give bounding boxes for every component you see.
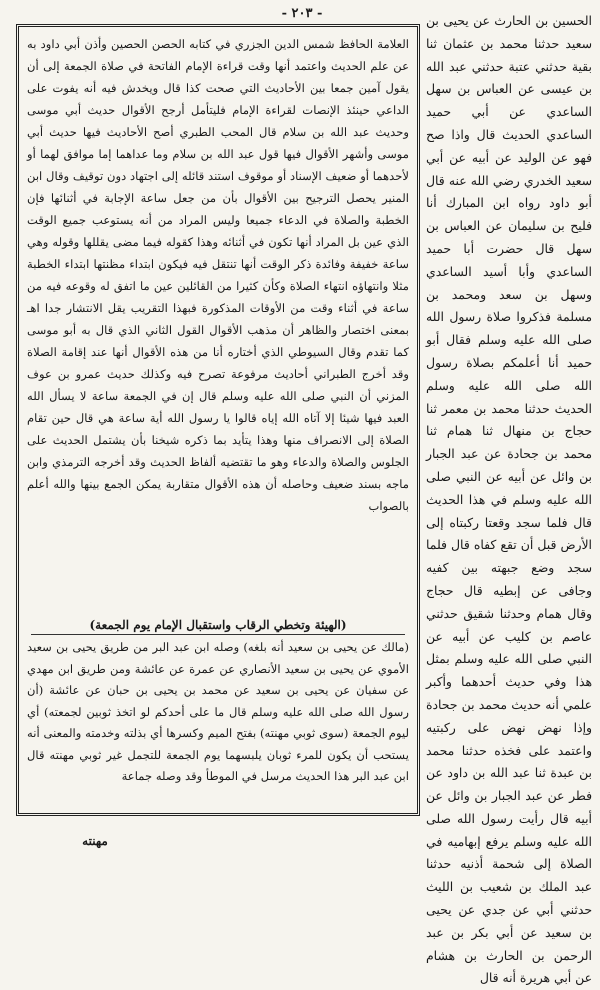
- margin-text: الحسين بن الحارث عن يحيى بن سعيد حدثنا محمد بن عثمان ثنا بقية حدثني عتبة حدثني عبد الله بن عيسى عن العباس بن سهل الساعدي عن أبي حميد الساعدي الحديث قال واذا صح فهو عن الوليد عن أبيه عن أبي سعيد الخدري رضي الله عنه قال أبو داود رواه ابن المبارك أنا فليح بن سليمان عن العباس بن سهل قال حضرت أبا حميد الساعدي وأبا أسيد الساعدي وسهل بن سعد ومحمد بن مسلمة فذكروا صلاة رسول الله صلى الله عليه وسلم فقال أبو حميد أنا أعلمكم بصلاة رسول الله صلى الله عليه وسلم الحديث حدثنا محمد بن معمر ثنا حجاج بن منهال ثنا همام ثنا محمد بن جحادة عن عبد الجبار بن وائل عن أبيه عن النبي صلى الله عليه وسلم في هذا الحديث قال فلما سجد وقعتا ركبتاه إلى الأرض قبل أن تقع كفاه قال فلما سجد وضع جبهته بين كفيه وجافى عن إبطيه قال حجاج وقال همام وحدثنا شقيق حدثني عاصم بن كليب عن أبيه عن النبي صلى الله عليه وسلم بمثل هذا وفي حديث أحدهما وأكبر علمي أنه حديث محمد بن جحادة وإذا نهض نهض على ركبتيه واعتمد على فخذه حدثنا محمد بن عبدة ثنا عبد الله بن داود عن فطر عن عبد الجبار بن وائل عن أبيه قال رأيت رسول الله صلى الله عليه وسلم يرفع إبهاميه في الصلاة إلى شحمة أذنيه حدثنا عبد الملك بن شعيب بن الليث حدثني أبي عن جدي عن يحيى بن سعيد عن أبي بكر بن عبد الرحمن بن الحارث بن هشام عن أبي هريرة أنه قال: [426, 13, 592, 986]
- chapter-heading: (الهيئة وتخطي الرقاب واستقبال الإمام يوم الجمعة): [89, 618, 347, 632]
- commentary-text: العلامة الحافظ شمس الدين الجزري في كتابه الحصن الحصين وأذن أبي داود به عن علم الحديث واعتمد أنها وقت قراءة الإمام الفاتحة في صلاة الجمعة إلى أن يقول آمين جمعا بين الأحاديث التي صحت كذا قال ويخدش فيه أنه يفوت على الداعي حينئذ الإنصات لقراءة الإمام فليتأمل أرجح الأقوال حديث أبي موسى وحديث عبد الله بن سلام قال المحب الطبري أصح الأحاديث فيها حديث أبي موسى وأشهر الأقوال فيها قول عبد الله بن سلام وما عداهما إما موافق لهما أو لأحدهما أو ضعيف الإسناد أو موقوف استند قائله إلى اجتهاد دون توقيف وقال ابن المنير يحصل الترجيح بين الأقوال بأن من جعل ساعة الإجابة في أثنائها فإن الخطبة والصلاة في الدعاء جميعا وليس المراد من أنه يستوعب جميع الوقت الذي عين بل المراد أنها تكون في أثنائه وهذا كقوله فيما مضى يقللها وقوله وهي ساعة خفيفة وفائدة ذكر الوقت أنها تنتقل فيه فيكون ابتداء مظنتها ابتداء الخطبة مثلا وانتهاؤه انتهاء الصلاة وكأن كثيرا من القائلين عين ما اتفق له وقوعه فيه من ساعة في أثناء وقت من الأوقات المذكورة فبهذا التقريب يقل الانتشار جدا اهـ بمعنى اختصار والظاهر أن مذهب الأقوال القول الثاني الذي قال به أبو موسى كما تقدم وقال السيوطي الذي أختاره أنا من هذه الأقوال أنها عند إقامة الصلاة وقد أخرج الطبراني أحاديث مرفوعة تصرح فيه وكذلك حديث عمرو بن عوف المزني أن النبي صلى الله عليه وسلم قال إن في الجمعة ساعة لا يسأل الله العبد فيها شيئا إلا آتاه الله إياه قالوا يا رسول الله أية ساعة هي قال حين تقام الصلاة إلى الانصراف منها وهذا يتأيد بما ذكره شيخنا بأن يشتمل الحديث على الجلوس والصلاة والدعاء وهو ما تقتضيه ألفاظ الحديث وقد أخرجه الترمذي وابن ماجه بسند ضعيف وحاصله أن هذه الأقوال متقاربة يمكن الجمع بينها والله أعلم بالصواب: [27, 37, 409, 513]
- catchword: مهنته: [82, 834, 108, 848]
- hadith-text: (مالك عن يحيى بن سعيد أنه بلغه) وصله ابن عبد البر من طريق يحيى بن سعيد الأموي عن يحيى بن سعيد الأنصاري عن عمرة عن عائشة ومن طريق ابن مهدي عن سفيان عن يحيى بن سعيد عن محمد بن يحيى بن حبان عن عائشة (أن رسول الله صلى الله عليه وسلم قال ما على أحدكم لو اتخذ ثوبين لجمعته) أي ليوم الجمعة (سوى ثوبي مهنته) بفتح الميم وكسرها أي بذلته وخدمته والمعنى أنه يستحب أن يكون للمرء ثوبان يلبسهما يوم الجمعة للتجمل غير ثوبي مهنته قال ابن عبد البر هذا الحديث مرسل في الموطأ وقد وصله جماعة: [27, 640, 409, 783]
- main-text-frame: [16, 24, 420, 816]
- section-divider: [31, 634, 405, 635]
- margin-column: [426, 10, 592, 986]
- page-number: - ٢٠٣ -: [281, 6, 323, 21]
